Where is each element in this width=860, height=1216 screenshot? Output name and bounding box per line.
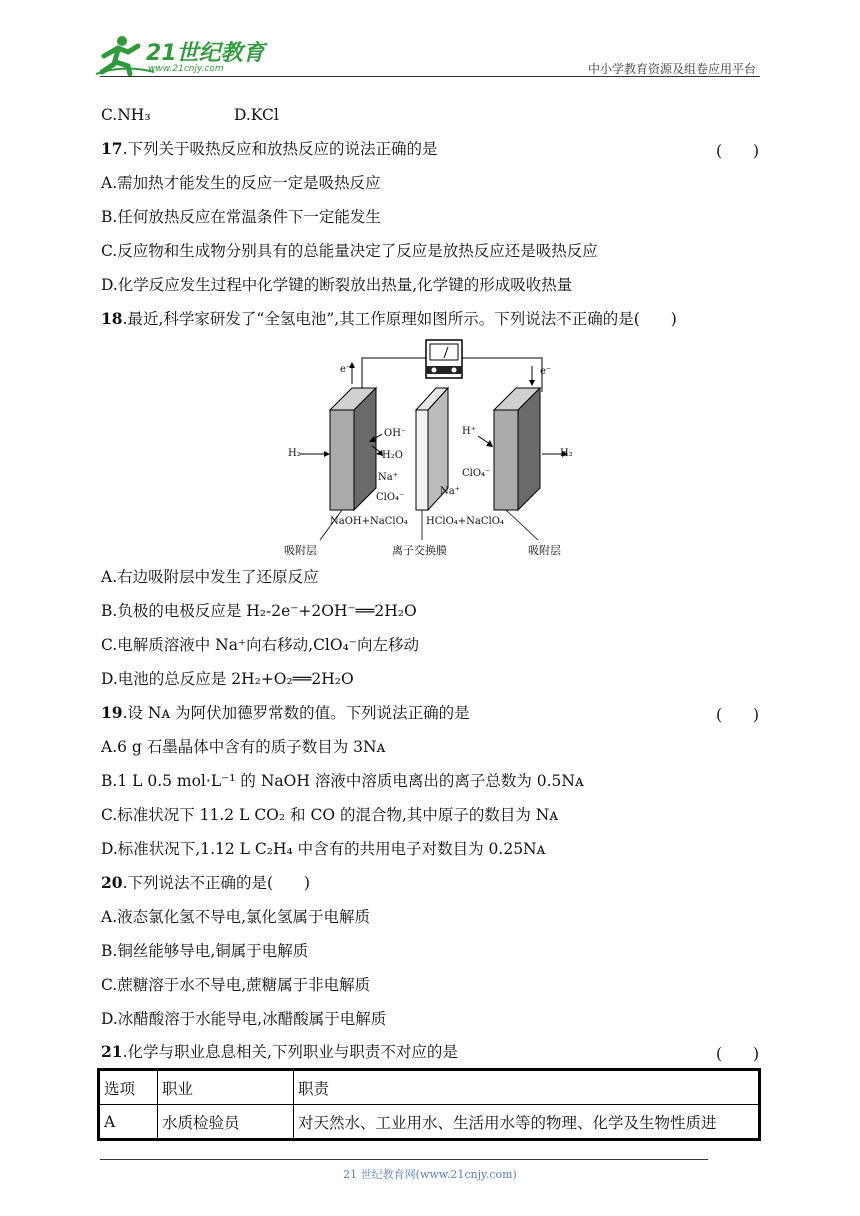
clo4-label-right: ClO₄⁻ <box>462 468 491 479</box>
q20-option-b: B.铜丝能够导电,铜属于电解质 <box>101 942 309 960</box>
table-cell: 对天然水、工业用水、生活用水等的物理、化学及生物性质进 <box>294 1105 760 1140</box>
q21-table <box>97 1068 761 1141</box>
q20-option-d: D.冰醋酸溶于水能导电,冰醋酸属于电解质 <box>101 1010 387 1028</box>
membrane-label: 离子交换膜 <box>392 544 447 557</box>
header-divider <box>100 76 760 77</box>
solution-label-left: NaOH+NaClO₄ <box>330 516 408 527</box>
q20-number: 20 <box>101 873 123 892</box>
q18-number: 18 <box>101 309 123 328</box>
q17-answer-paren: ( ) <box>716 142 760 160</box>
table-row <box>99 1105 760 1140</box>
q17-number: 17 <box>101 139 123 158</box>
logo-url: www.21cnjy.com <box>148 64 224 74</box>
table-header-cell: 职业 <box>158 1070 294 1105</box>
q17-stem <box>101 139 438 159</box>
q17-option-c: C.反应物和生成物分别具有的总能量决定了反应是放热反应还是吸热反应 <box>101 242 598 260</box>
q19-option-d: D.标准状况下,1.12 L C₂H₄ 中含有的共用电子对数目为 0.25Nᴀ <box>101 840 546 858</box>
q18-stem <box>101 309 677 329</box>
q17-option-d: D.化学反应发生过程中化学键的断裂放出热量,化学键的形成吸收热量 <box>101 276 573 294</box>
q16-option-c: C.NH₃ <box>101 106 151 124</box>
na-label-right: Na⁺ <box>440 486 460 497</box>
q20-option-c: C.蔗糖溶于水不导电,蔗糖属于非电解质 <box>101 976 371 994</box>
q20-text: .下列说法不正确的是( ) <box>122 874 311 892</box>
q21-number: 21 <box>101 1042 123 1061</box>
table-header-row <box>99 1070 760 1105</box>
na-label-left: Na⁺ <box>378 472 398 483</box>
h-plus-label: H⁺ <box>462 426 476 437</box>
platform-name: 中小学教育资源及组卷应用平台 <box>587 62 756 76</box>
footer-text: 21 世纪教育网(www.21cnjy.com) <box>343 1168 517 1181</box>
q19-option-b: B.1 L 0.5 mol·L⁻¹ 的 NaOH 溶液中溶质电离出的离子总数为 0.5Nᴀ <box>101 772 584 790</box>
q21-stem <box>101 1042 458 1062</box>
q18-option-a: A.右边吸附层中发生了还原反应 <box>101 568 319 586</box>
q19-option-c: C.标准状况下 11.2 L CO₂ 和 CO 的混合物,其中原子的数目为 Nᴀ <box>101 806 559 824</box>
q19-stem <box>101 703 470 723</box>
table-header-cell: 职责 <box>294 1070 760 1105</box>
adsorption-layer-label-right: 吸附层 <box>528 544 561 557</box>
h2-label-right: H₂ <box>560 448 573 459</box>
q21-answer-paren: ( ) <box>716 1045 760 1063</box>
q17-text: .下列关于吸热反应和放热反应的说法正确的是 <box>122 140 438 158</box>
q19-option-a: A.6 g 石墨晶体中含有的质子数目为 3Nᴀ <box>101 738 386 756</box>
oh-label: OH⁻ <box>384 428 407 439</box>
table-cell: A <box>99 1105 158 1140</box>
h2o-label: H₂O <box>382 450 403 461</box>
logo-text: 21世纪教育 <box>146 41 265 66</box>
logo <box>94 34 264 78</box>
q21-text: .化学与职业息息相关,下列职业与职责不对应的是 <box>122 1043 458 1061</box>
q18-text: .最近,科学家研发了“全氢电池”,其工作原理如图所示。下列说法不正确的是( ) <box>122 310 677 328</box>
q18-option-d: D.电池的总反应是 2H₂+O₂══2H₂O <box>101 670 354 688</box>
q20-option-a: A.液态氯化氢不导电,氯化氢属于电解质 <box>101 908 371 926</box>
table-cell: 水质检验员 <box>158 1105 294 1140</box>
footer-divider <box>100 1159 708 1160</box>
battery-diagram <box>280 330 590 560</box>
adsorption-layer-label-left: 吸附层 <box>284 544 317 557</box>
solution-label-right: HClO₄+NaClO₄ <box>426 516 504 527</box>
q20-stem <box>101 873 310 893</box>
q18-option-b: B.负极的电极反应是 H₂-2e⁻+2OH⁻══2H₂O <box>101 602 417 620</box>
table-header-cell: 选项 <box>99 1070 158 1105</box>
clo4-label-left: ClO₄⁻ <box>376 492 405 503</box>
q19-number: 19 <box>101 703 123 722</box>
q16-option-d: D.KCl <box>234 106 279 124</box>
electron-label-right: e⁻ <box>540 366 552 377</box>
ammeter-icon <box>426 340 462 378</box>
q17-option-a: A.需加热才能发生的反应一定是吸热反应 <box>101 174 381 192</box>
q19-text: .设 Nᴀ 为阿伏加德罗常数的值。下列说法正确的是 <box>122 704 470 722</box>
q18-option-c: C.电解质溶液中 Na⁺向右移动,ClO₄⁻向左移动 <box>101 636 419 654</box>
q17-option-b: B.任何放热反应在常温条件下一定能发生 <box>101 208 381 226</box>
electron-label-left: e⁻ <box>340 364 352 375</box>
q19-answer-paren: ( ) <box>716 706 760 724</box>
h2-label-left: H₂ <box>288 448 301 459</box>
